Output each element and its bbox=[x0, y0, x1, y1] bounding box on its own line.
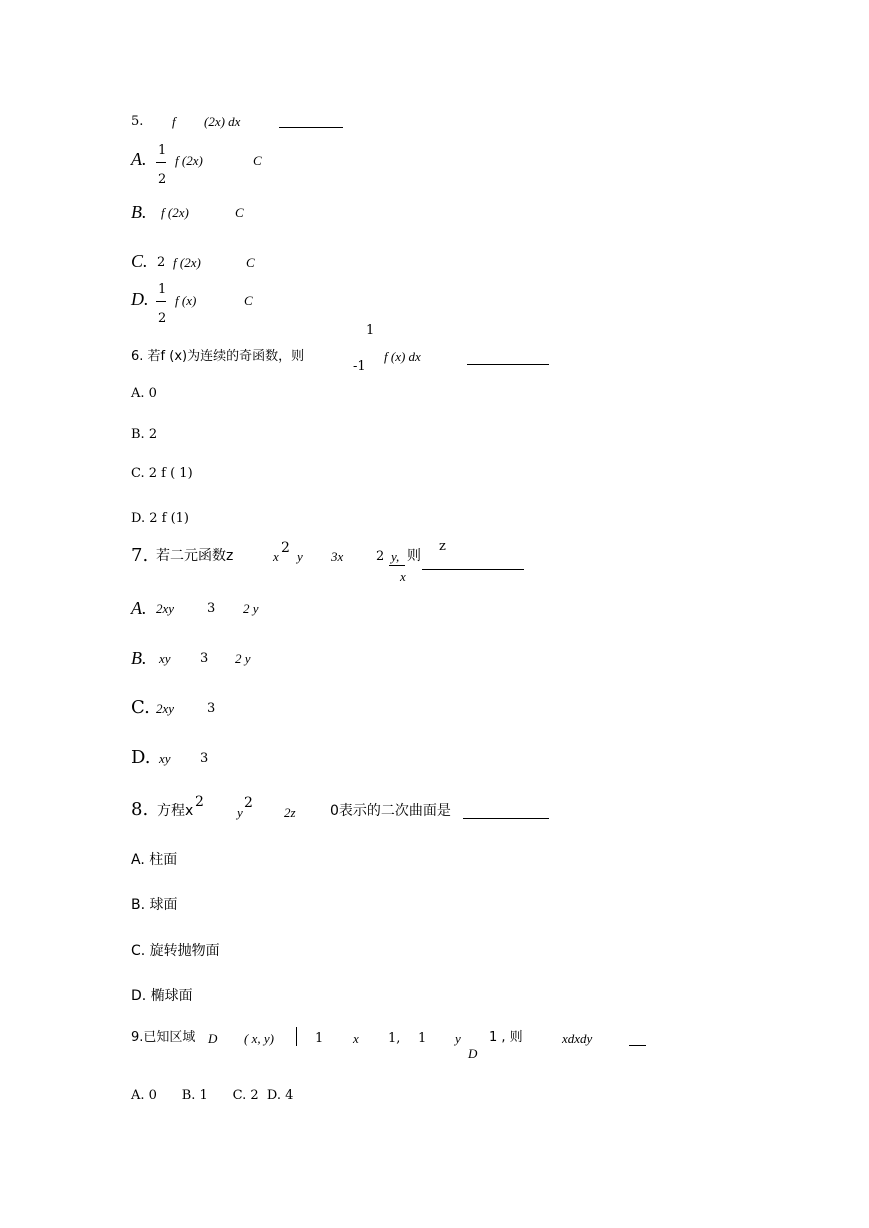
constant-c: C bbox=[235, 205, 244, 220]
q9-one-then: 1 , 则 bbox=[489, 1030, 523, 1045]
q7-y-term: y, bbox=[391, 549, 400, 564]
option-expression: f (2x) bbox=[175, 153, 203, 168]
q8-exponent-2: 2 bbox=[244, 795, 253, 811]
q9-stem-a: 9.已知区域 bbox=[131, 1030, 196, 1045]
q8-stem-a: 方程x bbox=[157, 803, 194, 819]
q9-y: y bbox=[455, 1031, 461, 1046]
option-term-2: 3 bbox=[207, 601, 216, 616]
q7-stem: 若二元函数z bbox=[156, 548, 234, 564]
partial-denominator: x bbox=[400, 569, 406, 584]
q7-exponent: 2 bbox=[281, 540, 290, 556]
set-builder-bar bbox=[296, 1027, 297, 1046]
option-term-1: xy bbox=[159, 751, 171, 766]
option-label: D. bbox=[131, 289, 149, 309]
option-label: B. bbox=[131, 202, 147, 222]
option-label: C. bbox=[131, 251, 148, 271]
q9-one-b: 1, bbox=[388, 1031, 401, 1046]
q8-answer-blank bbox=[463, 818, 549, 819]
option-label: A. bbox=[131, 598, 147, 618]
q8-stem-b: 0表示的二次曲面是 bbox=[330, 803, 451, 819]
q6-answer-blank bbox=[467, 364, 549, 365]
q6-option-a: A. 0 bbox=[131, 386, 157, 401]
constant-c: C bbox=[246, 255, 255, 270]
integral-upper-limit: 1 bbox=[366, 323, 375, 338]
q8-exponent-1: 2 bbox=[195, 794, 204, 810]
q5-answer-blank bbox=[279, 127, 343, 128]
option-term-1: 2xy bbox=[156, 701, 175, 716]
option-term-1: xy bbox=[159, 651, 171, 666]
q8-y: y bbox=[237, 805, 243, 820]
q7-coef-2: 2 bbox=[376, 549, 385, 564]
fraction-denominator: 2 bbox=[158, 172, 167, 187]
q6-option-b: B. 2 bbox=[131, 427, 158, 442]
fraction-bar bbox=[156, 301, 166, 302]
option-label: B. bbox=[131, 648, 147, 668]
q6-stem: 6. 若f (x)为连续的奇函数，则 bbox=[131, 349, 305, 364]
option-expression: f (2x) bbox=[173, 255, 201, 270]
q6-option-d: D. 2 f (1) bbox=[131, 511, 189, 526]
option-term-3: 2 y bbox=[235, 651, 251, 666]
q8-option-c: C. 旋转抛物面 bbox=[131, 943, 220, 959]
option-expression: f (x) bbox=[175, 293, 197, 308]
q7-3x: 3x bbox=[331, 549, 344, 564]
partial-fraction-bar bbox=[389, 565, 405, 566]
option-expression: f (2x) bbox=[161, 205, 189, 220]
fraction-bar bbox=[156, 162, 166, 163]
q6-option-c: C. 2 f ( 1) bbox=[131, 466, 193, 481]
option-term-3: 2 y bbox=[243, 601, 259, 616]
q7-y: y bbox=[297, 549, 303, 564]
option-term-2: 3 bbox=[207, 701, 216, 716]
q9-answer-blank bbox=[629, 1045, 646, 1046]
q9-set-xy: ( x, y) bbox=[244, 1031, 274, 1046]
q5-number: 5. bbox=[131, 114, 144, 129]
q7-x: x bbox=[273, 549, 279, 564]
q8-option-a: A. 柱面 bbox=[131, 852, 178, 868]
option-label: D. bbox=[131, 747, 151, 768]
constant-c: C bbox=[244, 293, 253, 308]
fraction-numerator: 1 bbox=[158, 282, 167, 297]
option-term-1: 2xy bbox=[156, 601, 175, 616]
q9-one-c: 1 bbox=[418, 1031, 427, 1046]
fraction-denominator: 2 bbox=[158, 311, 167, 326]
q5-function: f bbox=[172, 114, 176, 129]
q8-2z: 2z bbox=[284, 805, 296, 820]
q6-integrand: f (x) dx bbox=[384, 349, 421, 364]
fraction-numerator: 1 bbox=[158, 143, 167, 158]
q8-number: 8. bbox=[131, 799, 149, 820]
q8-option-d: D. 椭球面 bbox=[131, 988, 193, 1004]
coefficient: 2 bbox=[157, 255, 166, 270]
q7-number: 7. bbox=[131, 545, 149, 566]
q8-option-b: B. 球面 bbox=[131, 897, 178, 913]
option-term-2: 3 bbox=[200, 651, 209, 666]
q7-then: 则 bbox=[407, 548, 421, 564]
q9-integrand: xdxdy bbox=[562, 1031, 593, 1046]
partial-numerator: z bbox=[439, 539, 446, 554]
q9-region-d: D bbox=[208, 1031, 218, 1046]
q9-options: A. 0 B. 1 C. 2 D. 4 bbox=[131, 1088, 294, 1103]
integral-lower-limit: -1 bbox=[353, 359, 366, 374]
option-label: C. bbox=[131, 697, 150, 718]
q7-answer-blank bbox=[422, 569, 524, 570]
constant-c: C bbox=[253, 153, 262, 168]
q9-integral-subscript: D bbox=[468, 1046, 478, 1061]
option-term-2: 3 bbox=[200, 751, 209, 766]
q9-x: x bbox=[353, 1031, 359, 1046]
option-label: A. bbox=[131, 149, 147, 169]
q5-argument: (2x) dx bbox=[204, 114, 241, 129]
q9-one-a: 1 bbox=[315, 1031, 324, 1046]
